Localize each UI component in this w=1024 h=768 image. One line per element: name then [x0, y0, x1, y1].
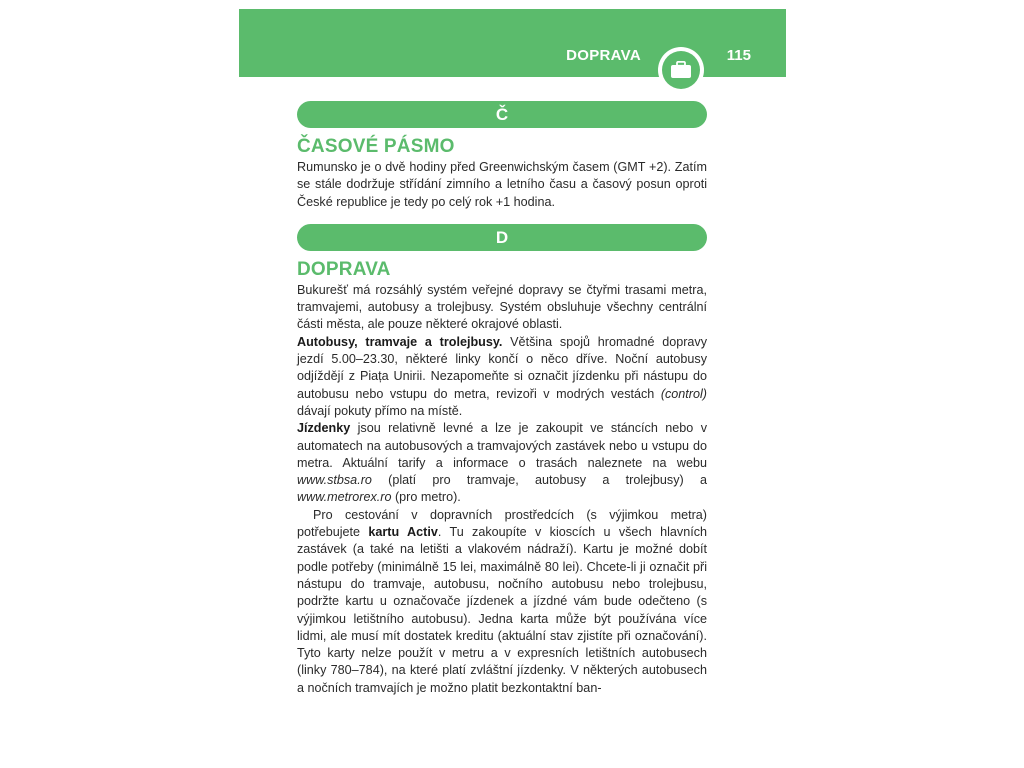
page-header	[239, 9, 786, 77]
paragraph-jizdenky: Jízdenky jsou relativně levné a lze je zakoupit ve stáncích nebo v automatech na autobusových a tramvajových zastávek nebo u vstupu do metra. Aktuální tarify a informace o trasách naleznete na webu www.stbsa.ro (platí pro tramvaje, autobusy a trolejbusy) a www.metrorex.ro (pro metro).	[297, 421, 707, 505]
paragraph-casove-pasmo: Rumunsko je o dvě hodiny před Greenwichským časem (GMT +2). Zatím se stále dodržuje střídání zimního a letního času a časový posun oproti České republice je tedy po celý rok +1 hodina.	[297, 160, 707, 209]
running-header-title: DOPRAVA	[566, 47, 641, 64]
web-link-stbsa: www.stbsa.ro	[297, 473, 372, 488]
term-control: (control)	[660, 386, 707, 401]
page-number: 115	[726, 47, 751, 64]
suitcase-icon	[662, 51, 700, 89]
letter-bar-c: Č	[297, 101, 707, 128]
page-content	[297, 101, 707, 697]
paragraph-karta-activ: Pro cestování v dopravních prostředcích (s výjimkou metra) potřebujete kartu Activ. Tu zakoupíte v kioscích u všech hlavních zastávek (a také na letišti a vlakovém nádraží). Kartu je možné dobít podle potřeby (minimálně 15 lei, maximálně 80 lei). Chcete-li ji označit při nástupu do tramvaje, autobusu, nočního autobusu nebo trolejbusu, podržte kartu u označovače jízdenek a jízdné vám bude odečteno (s výjimkou letištního autobusu). Jedna karta může být používána více lidmi, ale musí mít dostatek kreditu (aktuální stav zjistíte při označování). Tyto karty nelze použít v metru a v expresních letištních autobusech (linky 780–784), na které platí zvláštní jízdenky. V některých autobusech a nočních tramvajích je možno platit bezkontaktní ban-	[297, 507, 707, 695]
section-title-doprava: DOPRAVA	[297, 258, 391, 280]
paragraph-lead-jizdenky: Jízdenky	[297, 421, 351, 436]
section-title-casove-pasmo: ČASOVÉ PÁSMO	[297, 136, 455, 157]
term-karta-activ: kartu Activ	[368, 525, 438, 540]
paragraph-doprava-intro: Bukurešť má rozsáhlý systém veřejné dopravy se čtyřmi trasami metra, tramvajemi, autobusy a trolejbusy. Systém obsluhuje všechny centrální části města, ale pouze některé okrajové oblasti.	[297, 282, 707, 332]
paragraph-autobusy: Autobusy, tramvaje a trolejbusy. Většina spojů hromadné dopravy jezdí 5.00–23.30, některé linky končí o něco dříve. Noční autobusy odjíždějí z Piața Unirii. Nezapomeňte si označit jízdenku při nástupu do autobusu nebo vstupu do metra, revizoři v modrých vestách (control) dávají pokuty přímo na místě.	[297, 334, 708, 418]
paragraph-lead-autobusy: Autobusy, tramvaje a trolejbusy.	[297, 334, 503, 349]
book-page	[239, 9, 786, 768]
letter-bar-d: D	[297, 224, 707, 251]
section-badge	[658, 47, 704, 93]
web-link-metrorex: www.metrorex.ro	[297, 490, 392, 505]
